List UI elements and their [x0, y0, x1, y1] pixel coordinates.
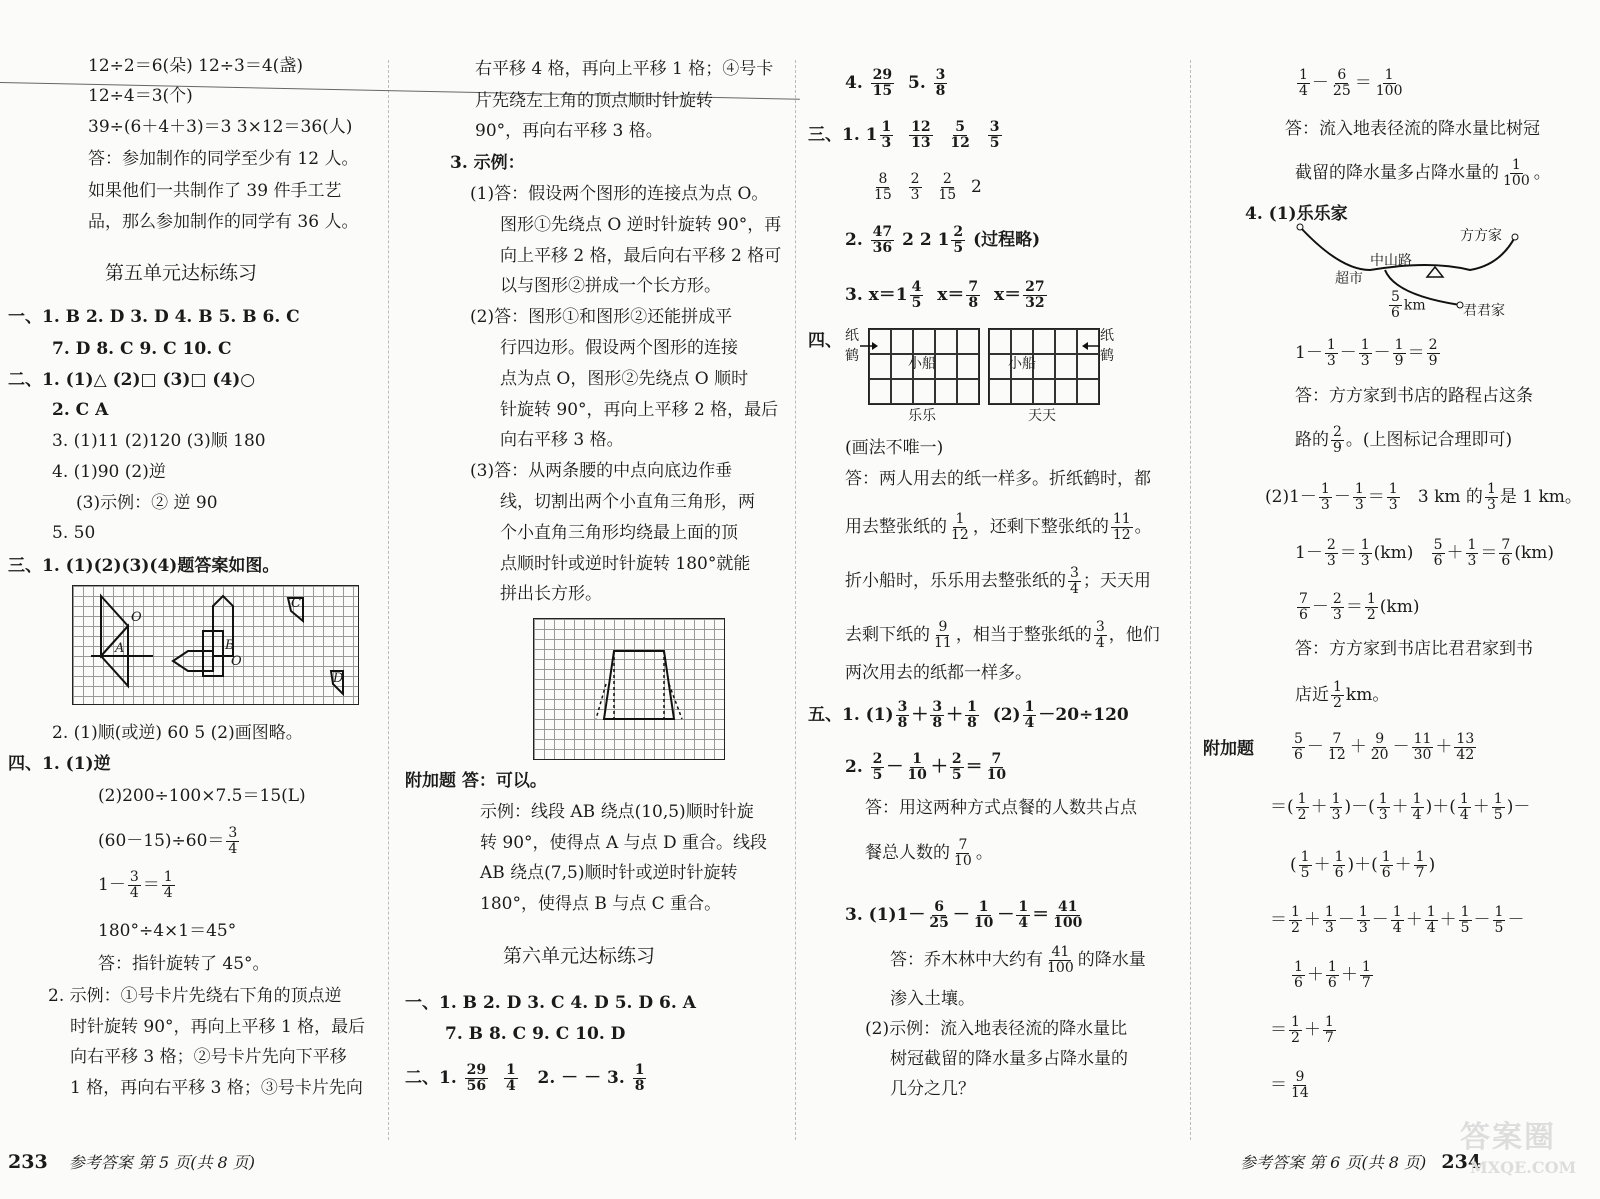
arrows: [800, 328, 1195, 408]
text-line: 品，那么参加制作的同学有 36 人。: [88, 212, 359, 232]
answer-line: ＝ $\frac{1}{2}$ ＋ $\frac{1}{3}$ － $\frac{1}{3}$ － $\frac{1}{4}$ ＋ $\frac{1}{4}$ ＋ $\frac{1}{5}$ － $\frac{1}{5}$ －: [1270, 904, 1525, 936]
answer-line: $\frac{5}{6}$ － $\frac{7}{12}$ ＋ $\frac{9}{20}$ － $\frac{11}{30}$ ＋ $\frac{13}{42}$: [1294, 731, 1475, 763]
answer-line: 答：两人用去的纸一样多。折纸鹤时，都: [845, 469, 1151, 489]
text-line: (1)答：假设两个图形的连接点为点 O。: [470, 184, 769, 204]
text-line: 行四边形。假设两个图形的连接: [500, 338, 738, 358]
answer-line: 4. (1)90 (2)逆: [52, 462, 166, 482]
answer-line: 四、1. (1)逆: [8, 754, 111, 774]
map-label: 中山路: [1370, 253, 1412, 269]
label: 天天: [1028, 408, 1056, 424]
answer-line: 180°÷4×1＝45°: [98, 921, 237, 941]
answer-line: 五、1. (1) $\frac{3}{8}$ ＋ $\frac{3}{8}$ ＋ $\frac{1}{8}$ (2) $\frac{1}{4}$ －20÷120: [808, 699, 1129, 731]
answer-line: ＝( $\frac{1}{2}$ ＋ $\frac{1}{3}$ )－( $\frac{1}{3}$ ＋ $\frac{1}{4}$ )＋( $\frac{1}{4}$ ＋ $\frac{1}{5}$ )－: [1270, 791, 1531, 823]
text-line: (2)答：图形①和图形②还能拼成平: [470, 307, 733, 327]
footer-text: 参考答案 第 6 页(共 8 页): [1240, 1153, 1427, 1172]
answer-line: 1－ $\frac{2}{3}$ ＝ $\frac{1}{3}$ (km) $\frac{5}{6}$ ＋ $\frac{1}{3}$ ＝ $\frac{7}{6}$ (km): [1295, 537, 1555, 569]
point-label: A: [115, 641, 125, 656]
map-label: 君君家: [1463, 303, 1505, 319]
answer-line: 1 格，再向右平移 3 格；③号卡片先向: [70, 1078, 363, 1098]
answer-line: 一、1. B 2. D 3. C 4. D 5. D 6. A: [405, 993, 696, 1013]
text-line: 拼出长方形。: [500, 584, 602, 604]
footer-right: [1240, 1150, 1481, 1173]
answer-line: (60－15)÷60＝ $\frac{3}{4}$: [98, 825, 238, 857]
column-divider: [795, 60, 796, 1140]
section-title: 第五单元达标练习: [105, 262, 258, 284]
answer-line: 两次用去的纸都一样多。: [845, 663, 1032, 683]
answer-line: 二、1. (1)△ (2)□ (3)□ (4)○: [8, 370, 256, 390]
footer-text: 参考答案 第 5 页(共 8 页): [68, 1153, 256, 1172]
text-line: 90°，再向右平移 3 格。: [475, 121, 663, 141]
answer-line: 店近 $\frac{1}{2}$ km。: [1295, 679, 1390, 711]
map-label: 方方家: [1460, 228, 1502, 244]
column-1: [0, 0, 390, 1199]
answer-line: 3. (1)1－ $\frac{6}{25}$ － $\frac{1}{10}$ － $\frac{1}{4}$ ＝ $\frac{41}{100}$: [845, 899, 1083, 931]
answer-line: $\frac{7}{6}$ － $\frac{2}{3}$ ＝ $\frac{1}{2}$ (km): [1299, 591, 1420, 623]
answer-line: (2)1－ $\frac{1}{3}$ － $\frac{1}{3}$ ＝ $\frac{1}{3}$ 3 km 的 $\frac{1}{3}$ 是 1 km。: [1265, 481, 1582, 513]
text-line: 39÷(6＋4＋3)＝3 3×12＝36(人): [88, 117, 353, 137]
answer-line: 答：方方家到书店的路程占这条: [1295, 386, 1533, 406]
answer-line: 餐总人数的 $\frac{7}{10}$ 。: [865, 837, 993, 869]
text-line: 附加题 答：可以。: [405, 771, 547, 791]
map-label: 超市: [1335, 271, 1363, 287]
text-line: 图形①先绕点 O 逆时针旋转 90°，再: [500, 215, 782, 235]
answer-line: 3. (1)11 (2)120 (3)顺 180: [52, 431, 266, 451]
column-3: [800, 0, 1195, 1199]
answer-line: (画法不唯一): [845, 438, 944, 458]
answer-line: 2. $\frac{2}{5}$ － $\frac{1}{10}$ ＋ $\frac{2}{5}$ ＝ $\frac{7}{10}$: [845, 751, 1007, 783]
text-line: (3)答：从两条腰的中点向底边作垂: [470, 461, 733, 481]
answer-line: 二、1. $\frac{29}{56}$ $\frac{1}{4}$ 2. － － 3. $\frac{1}{8}$: [405, 1062, 645, 1094]
text-line: 答：参加制作的同学至少有 12 人。: [88, 149, 359, 169]
answer-line: ＝ $\frac{1}{2}$ ＋ $\frac{1}{7}$: [1270, 1014, 1334, 1046]
label: 鹤: [1100, 348, 1114, 364]
answer-line: 2. C A: [52, 400, 109, 420]
answer-line: 2. 示例：①号卡片先绕右下角的顶点逆: [48, 986, 342, 1006]
answer-line: 三、1. 1 $\frac{1}{3}$ $\frac{12}{13}$ $\frac{5}{12}$ $\frac{3}{5}$: [808, 119, 1000, 151]
answer-line: 时针旋转 90°，再向上平移 1 格，最后: [70, 1017, 366, 1037]
label: 纸: [1100, 328, 1114, 344]
answer-line: 去剩下纸的 $\frac{9}{11}$ ，相当于整张纸的 $\frac{3}{4}$ ，他们: [845, 619, 1160, 651]
answer-line: 1－ $\frac{1}{3}$ － $\frac{1}{3}$ － $\frac{1}{9}$ ＝ $\frac{2}{9}$: [1295, 337, 1438, 369]
answer-line: 7. B 8. C 9. C 10. D: [445, 1024, 626, 1044]
text-line: 点为点 O，图形②先绕点 O 顺时: [500, 369, 749, 389]
point-label: C: [291, 596, 301, 611]
watermark-text: 答案圈: [1460, 1120, 1556, 1155]
label: 纸: [845, 328, 859, 344]
answer-line: 1－ $\frac{3}{4}$ ＝ $\frac{1}{4}$: [98, 869, 173, 901]
point-label: D: [333, 671, 344, 686]
text-line: 针旋转 90°，再向上平移 2 格，最后: [500, 400, 779, 420]
page-number: 233: [8, 1151, 48, 1173]
footer-left: [8, 1150, 255, 1173]
answer-line: 答：指针旋转了 45°。: [98, 954, 270, 974]
text-line: 片先绕左上角的顶点顺时针旋转: [475, 91, 713, 111]
watermark-url: MXQE.COM: [1470, 1158, 1577, 1177]
text-line: 点顺时针或逆时针旋转 180°就能: [500, 554, 751, 574]
text-line: 个小直角三角形均绕最上面的顶: [500, 523, 738, 543]
answer-line: 三、1. (1)(2)(3)(4)题答案如图。: [8, 556, 280, 576]
answer-line: 答：用这两种方式点餐的人数共占点: [865, 798, 1137, 818]
point-label: B: [225, 638, 235, 653]
answer-line: (2)示例：流入地表径流的降水量比: [865, 1019, 1128, 1039]
label: 乐乐: [908, 408, 936, 424]
text-line: 右平移 4 格，再向上平移 1 格；④号卡: [475, 59, 774, 79]
answer-line: (3)示例：② 逆 90: [76, 493, 218, 513]
point-label: O: [131, 610, 142, 625]
text-line: 180°，使得点 B 与点 C 重合。: [480, 894, 722, 914]
answer-line: 渗入土壤。: [890, 989, 975, 1009]
answer-line: 树冠截留的降水量多占降水量的: [890, 1049, 1128, 1069]
answer-line: 用去整张纸的 $\frac{1}{12}$ ，还剩下整张纸的 $\frac{11}{12}$ 。: [845, 511, 1152, 543]
grid-figure: [533, 618, 725, 760]
answer-line: 几分之几？: [890, 1079, 975, 1099]
answer-line: 答：流入地表径流的降水量比树冠: [1285, 119, 1540, 139]
answer-line: 7. D 8. C 9. C 10. C: [52, 339, 232, 359]
page-number: 234: [1441, 1151, 1482, 1173]
answer-line: $\frac{8}{15}$ $\frac{2}{3}$ $\frac{2}{15}$ 2: [874, 171, 982, 203]
answer-label: 附加题: [1203, 739, 1254, 759]
label: 鹤: [845, 348, 859, 364]
text-line: 向上平移 2 格，最后向右平移 2 格可: [500, 246, 782, 266]
answer-line: 答：乔木林中大约有 $\frac{41}{100}$ 的降水量: [890, 944, 1146, 976]
text-line: 转 90°，使得点 A 与点 D 重合。线段: [480, 833, 768, 853]
answer-line: 4. $\frac{29}{15}$ 5. $\frac{3}{8}$: [845, 67, 946, 99]
trapezoid-figure: [534, 619, 724, 759]
answer-line: ＝ $\frac{9}{14}$: [1270, 1069, 1309, 1101]
answer-line: 3. x＝1 $\frac{4}{5}$ x＝ $\frac{7}{8}$ x＝ $\frac{27}{32}$: [845, 279, 1045, 311]
text-line: 3. 示例：: [450, 153, 525, 173]
answer-line: 向右平移 3 格；②号卡片先向下平移: [70, 1047, 347, 1067]
text-line: 示例：线段 AB 绕点(10,5)顺时针旋: [480, 802, 754, 822]
answer-line: 4. (1)乐乐家: [1245, 204, 1348, 224]
text-line: AB 绕点(7,5)顺时针或逆时针旋转: [480, 863, 738, 883]
section-title: 第六单元达标练习: [503, 945, 656, 967]
text-line: 12÷2＝6(朵) 12÷3＝4(盏): [88, 56, 303, 76]
answer-line: 截留的降水量多占降水量的 $\frac{1}{100}$ 。: [1295, 157, 1551, 189]
label: 小船: [908, 356, 936, 372]
text-line: 向右平移 3 格。: [500, 430, 624, 450]
answer-line: $\frac{1}{4}$ － $\frac{6}{25}$ ＝ $\frac{1}{100}$: [1299, 67, 1403, 99]
column-4: [1195, 0, 1595, 1199]
answer-line: $\frac{1}{6}$ ＋ $\frac{1}{6}$ ＋ $\frac{1}{7}$: [1294, 959, 1371, 991]
map-label: $\frac{5}{6}$ km: [1391, 289, 1426, 321]
answer-line: 2. (1)顺(或逆) 60 5 (2)画图略。: [52, 723, 303, 743]
grid-figure: [72, 585, 359, 705]
text-line: 12÷4＝3(个): [88, 86, 193, 106]
column-2: [395, 0, 795, 1199]
answer-line: ( $\frac{1}{5}$ ＋ $\frac{1}{6}$ )＋( $\frac{1}{6}$ ＋ $\frac{1}{7}$ ): [1290, 849, 1436, 881]
answer-line: 2. $\frac{47}{36}$ 2 2 1 $\frac{2}{5}$ (过程略): [845, 224, 1041, 256]
answer-line: 5. 50: [52, 523, 96, 543]
text-line: 如果他们一共制作了 39 件手工艺: [88, 181, 342, 201]
point-label: O: [231, 654, 242, 669]
answer-line: 答：方方家到书店比君君家到书: [1295, 639, 1533, 659]
answer-label: 四、: [808, 331, 842, 351]
answer-line: 路的 $\frac{2}{9}$ 。(上图标记合理即可): [1295, 424, 1513, 456]
answer-line: 一、1. B 2. D 3. D 4. B 5. B 6. C: [8, 307, 300, 327]
text-line: 线，切割出两个小直角三角形，两: [500, 492, 755, 512]
text-line: 以与图形②拼成一个长方形。: [500, 276, 721, 296]
label: 小船: [1008, 356, 1036, 372]
answer-line: (2)200÷100×7.5＝15(L): [98, 786, 306, 806]
answer-line: 折小船时，乐乐用去整张纸的 $\frac{3}{4}$ ；天天用: [845, 565, 1151, 597]
